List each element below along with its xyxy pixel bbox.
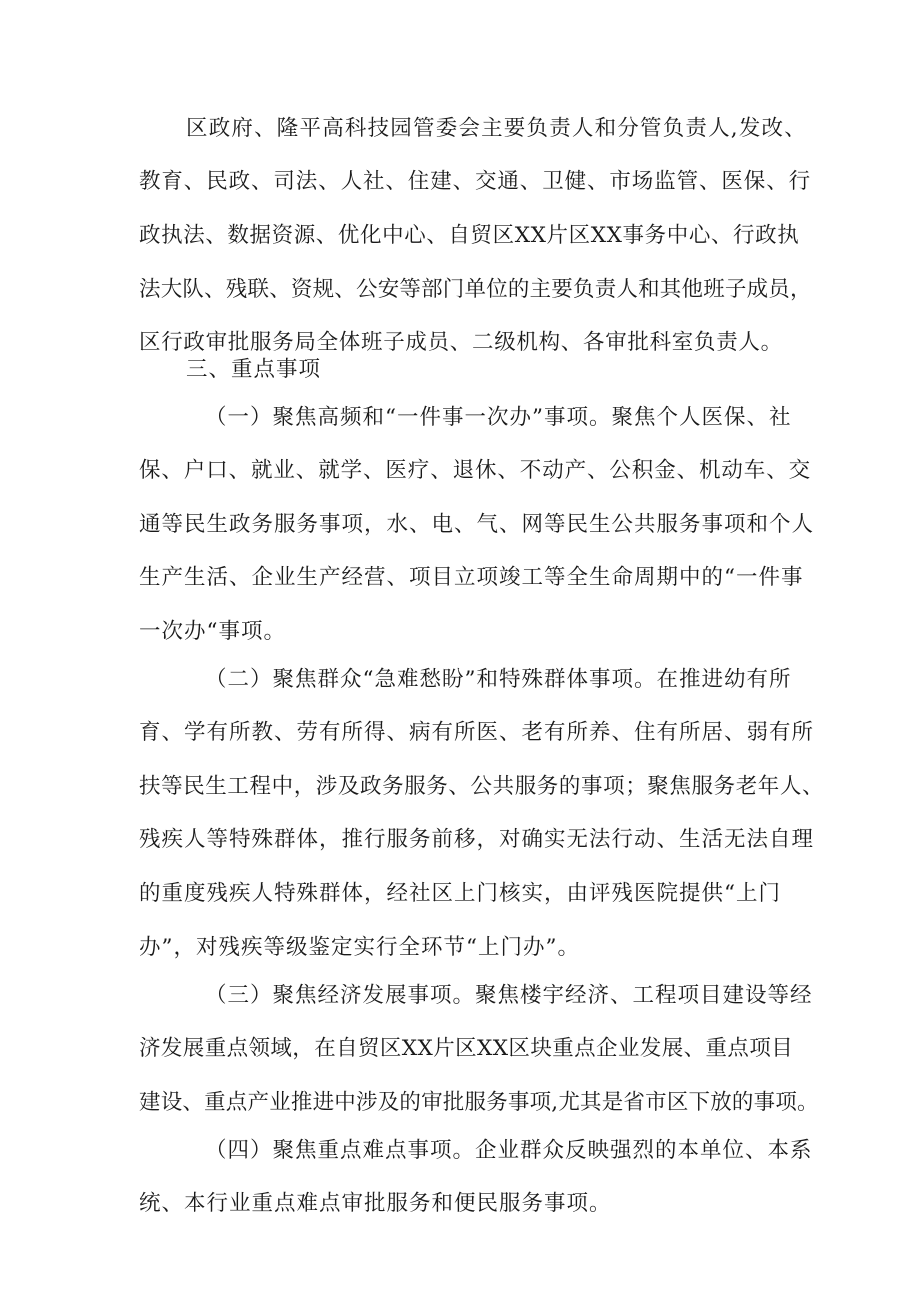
paragraph-line: 保、户口、就业、就学、医疗、退休、不动产、公积金、机动车、交 (139, 458, 812, 483)
paragraph-line: 统、本行业重点难点审批服务和便民服务事项。 (139, 1191, 612, 1216)
paragraph-line: 扶等民生工程中，涉及政务服务、公共服务的事项；聚焦服务老年人、 (139, 774, 825, 799)
paragraph-line: （二）聚焦群众“急难愁盼”和特殊群体事项。在推进幼有所 (205, 667, 792, 692)
paragraph-line: 育、学有所教、劳有所得、病有所医、老有所养、住有所居、弱有所 (139, 720, 815, 745)
section-heading: 三、重点事项 (186, 357, 322, 382)
paragraph-line: （三）聚焦经济发展事项。聚焦楼宇经济、工程项目建设等经 (205, 983, 813, 1008)
paragraph-line: 办”，对残疾等级鉴定实行全环节“上门办”。 (139, 935, 580, 960)
paragraph-line: 济发展重点领域，在自贸区XX片区XX区块重点企业发展、重点项目 (139, 1036, 794, 1061)
paragraph-line: 残疾人等特殊群体，推行服务前移，对确实无法行动、生活无法自理 (139, 827, 815, 852)
paragraph-line: 区行政审批服务局全体班子成员、二级机构、各审批科室负责人。 (139, 330, 783, 355)
paragraph-line: 的重度残疾人特殊群体，经社区上门核实，由评残医院提供“上门 (139, 881, 781, 906)
paragraph-line: 教育、民政、司法、人社、住建、交通、卫健、市场监管、医保、行 (139, 169, 812, 194)
paragraph-line: （一）聚焦高频和“一件事一次办”事项。聚焦个人医保、社 (205, 405, 792, 430)
paragraph-line: （四）聚焦重点难点事项。企业群众反映强烈的本单位、本系 (205, 1138, 813, 1163)
paragraph-line: 一次办“事项。 (139, 619, 286, 644)
paragraph-line: 建设、重点产业推进中涉及的审批服务事项,尤其是省市区下放的事项。 (139, 1090, 819, 1115)
paragraph-line: 通等民生政务服务事项，水、电、气、网等民生公共服务事项和个人 (139, 512, 815, 537)
paragraph-line: 政执法、数据资源、优化中心、自贸区XX片区XX事务中心、行政执 (139, 223, 800, 248)
paragraph-line: 法大队、残联、资规、公安等部门单位的主要负责人和其他班子成员， (139, 277, 812, 302)
paragraph-line: 区政府、隆平高科技园管委会主要负责人和分管负责人,发改、 (186, 116, 807, 141)
paragraph-line: 生产生活、企业生产经营、项目立项竣工等全生命周期中的“一件事 (139, 565, 804, 590)
